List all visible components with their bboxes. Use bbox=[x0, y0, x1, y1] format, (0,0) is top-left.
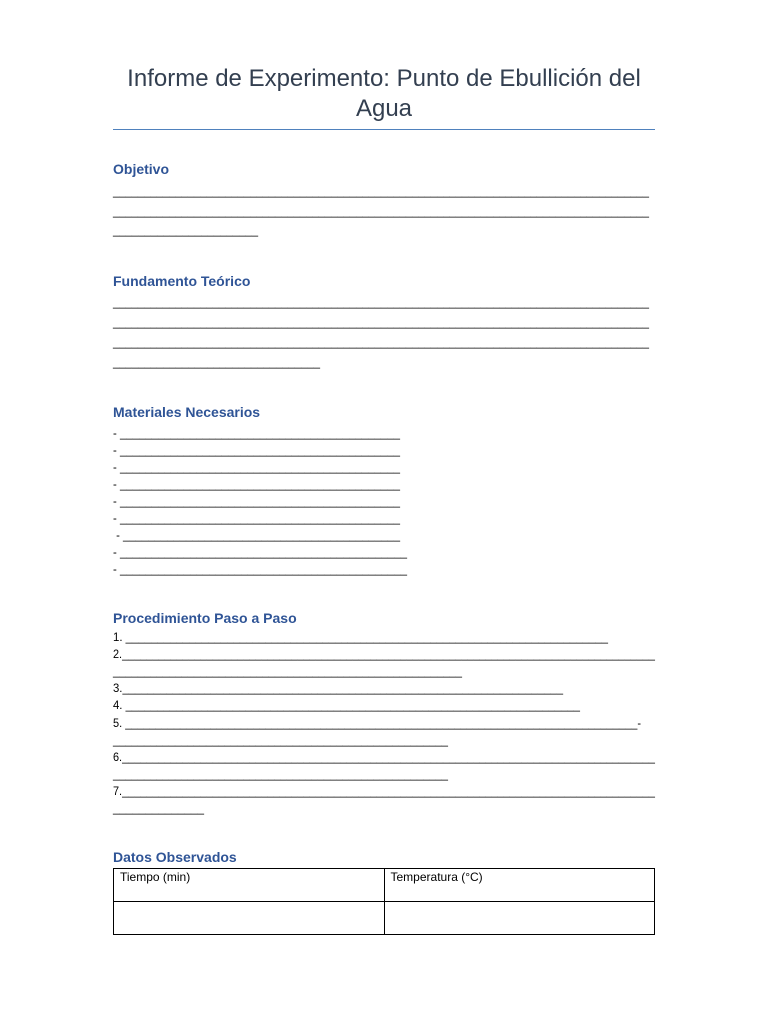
table-header-row bbox=[114, 869, 655, 902]
procedimiento-step-7-cont: ______________ bbox=[113, 801, 204, 815]
materiales-item-9: - _____________________________________________ bbox=[113, 562, 407, 576]
section-heading-objetivo: Objetivo bbox=[113, 161, 170, 177]
materiales-item-6: - ____________________________________________ bbox=[113, 511, 400, 525]
data-table bbox=[113, 868, 655, 935]
materiales-item-5: - ____________________________________________ bbox=[113, 494, 400, 508]
table-header-temperatura: Temperatura (°C) bbox=[384, 869, 655, 902]
materiales-item-8: - _____________________________________________ bbox=[113, 545, 407, 559]
objetivo-line-2: ______________________________________________________________________________________ bbox=[113, 204, 649, 218]
materiales-item-4: - ____________________________________________ bbox=[113, 477, 400, 491]
page-title: Informe de Experimento: Punto de Ebullición del Agua bbox=[127, 65, 641, 122]
table-cell-temperatura[interactable] bbox=[384, 902, 655, 935]
procedimiento-step-2-cont: ________________________________________________________ bbox=[113, 664, 462, 678]
section-heading-fundamento: Fundamento Teórico bbox=[113, 273, 251, 289]
procedimiento-step-7: 7.________________________________________________________________________________________ bbox=[113, 784, 655, 798]
materiales-item-3: - ____________________________________________ bbox=[113, 460, 400, 474]
procedimiento-step-5: 5. ____________________________________________________________________________________- bbox=[113, 716, 641, 730]
materiales-item-7: - ____________________________________________ bbox=[113, 528, 400, 542]
procedimiento-step-6: 6.________________________________________________________________________________________ bbox=[113, 750, 655, 764]
section-heading-procedimiento: Procedimiento Paso a Paso bbox=[113, 610, 297, 626]
title-divider bbox=[113, 129, 655, 130]
section-heading-materiales: Materiales Necesarios bbox=[113, 404, 261, 420]
procedimiento-step-3: 3.______________________________________________________________________ bbox=[113, 681, 563, 695]
fundamento-line-1: ______________________________________________________________________________________ bbox=[113, 295, 649, 309]
table-row bbox=[114, 902, 655, 935]
procedimiento-step-4: 4. ________________________________________________________________________ bbox=[113, 698, 580, 712]
procedimiento-step-2: 2.________________________________________________________________________________________ bbox=[113, 647, 655, 661]
procedimiento-step-6-cont: ______________________________________________________ bbox=[113, 767, 448, 781]
materiales-item-2: - ____________________________________________ bbox=[113, 443, 400, 457]
fundamento-line-3: ______________________________________________________________________________________ bbox=[113, 335, 649, 349]
procedimiento-step-5-cont: ______________________________________________________ bbox=[113, 733, 448, 747]
fundamento-line-4: _________________________________ bbox=[113, 355, 320, 369]
materiales-item-1: - ____________________________________________ bbox=[113, 426, 400, 440]
objetivo-line-3: _______________________ bbox=[113, 223, 258, 237]
objetivo-line-1: ______________________________________________________________________________________ bbox=[113, 184, 649, 198]
table-cell-tiempo[interactable] bbox=[114, 902, 385, 935]
table-header-tiempo: Tiempo (min) bbox=[114, 869, 385, 902]
fundamento-line-2: ______________________________________________________________________________________ bbox=[113, 315, 649, 329]
section-heading-datos: Datos Observados bbox=[113, 849, 237, 865]
procedimiento-step-1: 1. ____________________________________________________________________________ bbox=[113, 630, 608, 644]
